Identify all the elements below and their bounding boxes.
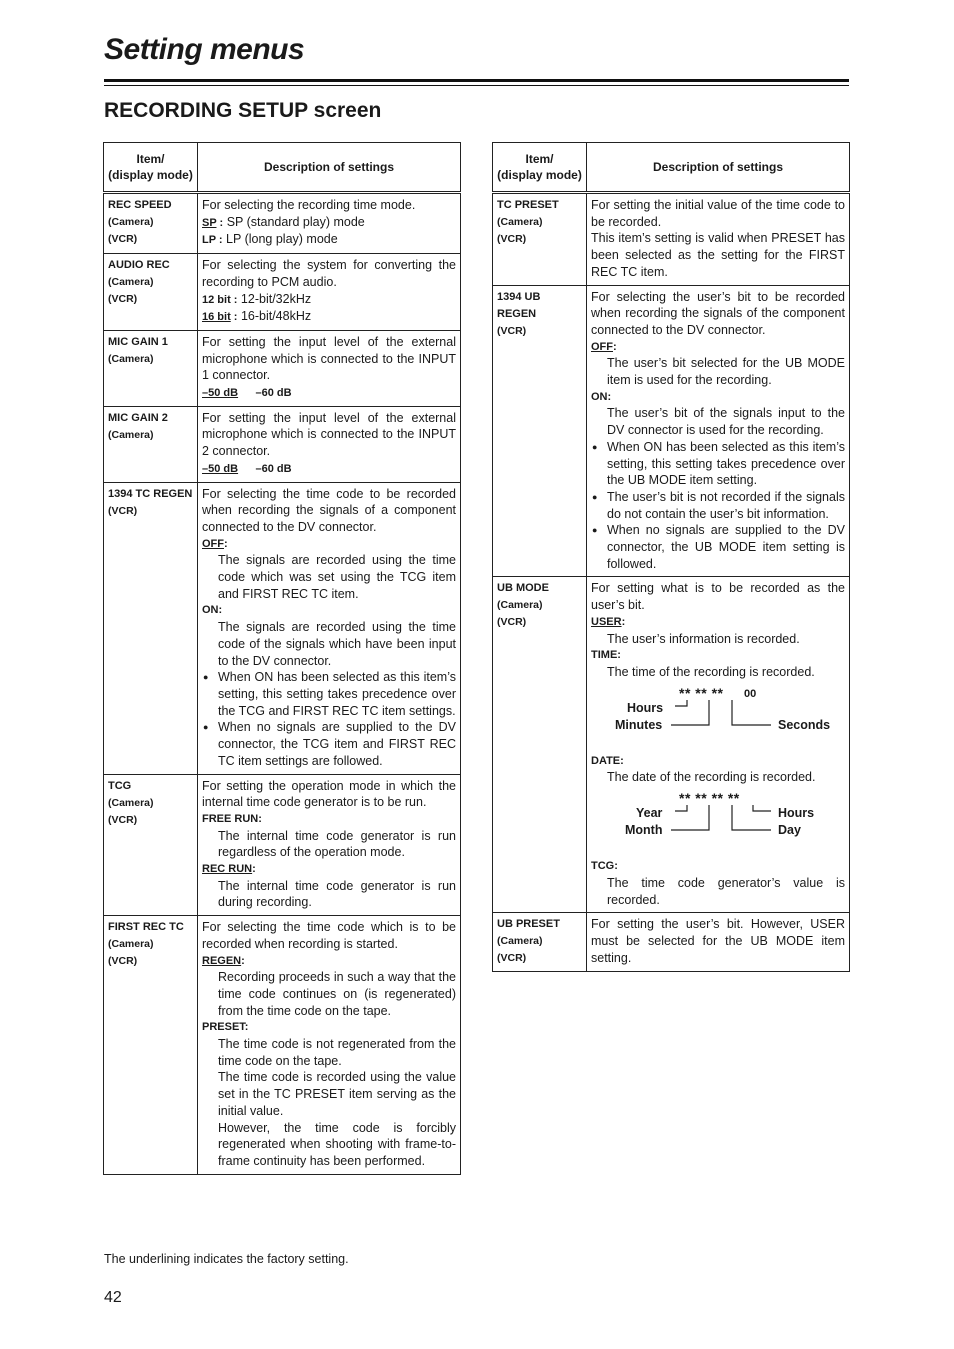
description-cell: For setting the initial value of the time code to be recorded. This item’s setting is valid when PRESET has been selected as the setting for the FIRST REC TC item. [587, 193, 850, 286]
option-default: USER [591, 615, 622, 628]
footnote: The underlining indicates the factory setting. [104, 1252, 349, 1266]
label-seconds: Seconds [778, 717, 831, 732]
item-cell [493, 913, 587, 972]
display-mode: (VCR) [497, 233, 527, 245]
label-hours: Hours [627, 700, 664, 715]
table-row-first-rec-tc [104, 916, 461, 1175]
table-header-row [104, 143, 461, 193]
option-default: –50 dB [202, 462, 239, 475]
label-minutes: Minutes [615, 717, 663, 732]
label-date-hours: Hours [778, 806, 815, 821]
time-format-diagram [591, 685, 845, 751]
display-mode: (Camera) [108, 352, 154, 365]
option: LP : [202, 234, 223, 247]
display-mode: (Camera) [497, 599, 543, 612]
item-cell [104, 916, 198, 1175]
display-mode: (Camera) [108, 276, 154, 289]
label-day: Day [778, 823, 801, 838]
settings-table-left [103, 142, 461, 1175]
item-cell [104, 254, 198, 331]
item-name: REC SPEED [108, 199, 172, 211]
display-mode: (VCR) [497, 616, 527, 629]
header-item: Item/ (display mode) [493, 143, 587, 193]
header-item: Item/ (display mode) [104, 143, 198, 193]
item-name: AUDIO REC [108, 259, 170, 272]
item-name: UB MODE [497, 582, 549, 595]
bullet-note: ● When no signals are supplied to the DV connector, the TCG item and FIRST REC TC item settings are followed. [202, 719, 456, 769]
table-row-tc-preset [493, 193, 850, 286]
table-row-1394-tc-regen [104, 482, 461, 774]
table-header-row [493, 143, 850, 193]
item-name: 1394 UB REGEN [497, 290, 541, 320]
description-cell: For selecting the time code which is to be recorded when recording is started. REGEN: Recording proceeds in such a way that the time code continues on (is regenerated) from the time code on the tape. PRESET: The time code is not regenerated from the time code on the tape. The time code is recorded using the value set in the TC PRESET item serving as the initial value. However, the time code is forcibly regenerated when shooting with frame-to-frame continuity has been performed. [198, 916, 461, 1175]
item-name: MIC GAIN 1 [108, 335, 168, 348]
description-cell: For setting the input level of the external microphone which is connected to the INPUT 1 connector. –50 dB –60 dB [198, 330, 461, 406]
bullet-note: ● When ON has been selected as this item’s setting, this setting takes precedence over the UB MODE item setting. [591, 439, 845, 489]
description-cell: For setting the user’s bit. However, USER must be selected for the UB MODE item setting. [587, 913, 850, 972]
display-mode: (Camera) [108, 938, 154, 951]
table-row-mic-gain-2 [104, 406, 461, 482]
display-mode: (Camera) [108, 428, 154, 441]
display-mode: (VCR) [108, 504, 138, 517]
description-cell: For setting what is to be recorded as the user’s bit. USER: The user’s information is recorded. TIME: The time of the recording is recorded. ** ** ** 00 Hours Minutes Seconds DATE: The date of the recording is recorded. ** ** ** ** Year Month Hours Day TCG: The time code generator’s value is recorded. [587, 577, 850, 913]
item-name: TCG [108, 779, 132, 792]
table-row-rec-speed [104, 193, 461, 254]
option-default: REC RUN [202, 863, 253, 876]
display-mode: (VCR) [108, 955, 138, 968]
page-number: 42 [104, 1289, 122, 1306]
table-row-audio-rec [104, 254, 461, 331]
display-mode: (Camera) [108, 216, 154, 228]
option-default: OFF [202, 537, 224, 550]
display-mode: (Camera) [497, 935, 543, 948]
table-row-tcg [104, 774, 461, 916]
option-default: –50 dB [202, 387, 239, 400]
item-cell [493, 577, 587, 913]
title-rule-thick [104, 79, 849, 82]
item-cell [104, 330, 198, 406]
item-name: MIC GAIN 2 [108, 411, 168, 424]
date-digits: ** ** ** ** [679, 790, 740, 807]
label-month: Month [625, 823, 663, 838]
item-name: FIRST REC TC [108, 921, 184, 934]
bullet-note: ● The user’s bit is not recorded if the signals do not contain the user’s bit information. [591, 489, 845, 522]
bullet-note: ● When no signals are supplied to the DV connector, the UB MODE item setting is followed. [591, 522, 845, 572]
display-mode: (VCR) [497, 324, 527, 337]
description-cell: For setting the input level of the external microphone which is connected to the INPUT 2 connector. –50 dB –60 dB [198, 406, 461, 482]
display-mode: (VCR) [108, 293, 138, 306]
table-row-mic-gain-1 [104, 330, 461, 406]
option-default: REGEN [202, 954, 242, 967]
item-cell [104, 193, 198, 254]
title-rule-thin [104, 85, 849, 86]
connector-lines [591, 790, 846, 856]
time-digits: ** ** ** [679, 684, 724, 701]
item-cell [493, 285, 587, 577]
item-cell [104, 406, 198, 482]
connector-lines [591, 685, 846, 751]
section-title: RECORDING SETUP screen [104, 99, 382, 122]
description-cell: For selecting the recording time mode. SP : SP (standard play) mode LP : LP (long play) mode [198, 193, 461, 254]
header-description: Description of settings [198, 143, 461, 193]
time-suffix: 00 [744, 687, 757, 700]
bullet-note: ● When ON has been selected as this item’s setting, this setting takes precedence over the TCG and FIRST REC TC item settings. [202, 669, 456, 719]
item-name: TC PRESET [497, 199, 559, 211]
display-mode: (VCR) [108, 233, 138, 245]
item-name: UB PRESET [497, 918, 560, 931]
description-cell: For selecting the time code to be recorded when recording the signals of a component connected to the DV connector. OFF: The signals are recorded using the time code which was set using the TCG item and FIRST REC TC item. ON: The signals are recorded using the time code of the signals which have been input to the DV connector. ● When ON has been selected as this item’s setting, this setting takes precedence over the TCG and FIRST REC TC item settings. ● When no signals are supplied to the DV connector, the TCG item and FIRST REC TC item settings are followed. [198, 482, 461, 774]
item-cell [104, 482, 198, 774]
header-description: Description of settings [587, 143, 850, 193]
option-default: 16 bit [202, 311, 231, 324]
page-title: Setting menus [104, 33, 305, 66]
table-row-ub-mode [493, 577, 850, 913]
display-mode: (VCR) [497, 952, 527, 965]
option-default: SP [202, 216, 217, 229]
label-year: Year [636, 806, 663, 821]
settings-table-right [492, 142, 850, 972]
item-cell [104, 774, 198, 916]
item-name: 1394 TC REGEN [108, 487, 193, 500]
description-cell: For setting the operation mode in which the internal time code generator is to be run. FREE RUN: The internal time code generator is run regardless of the operation mode. REC RUN: The internal time code generator is run during recording. [198, 774, 461, 916]
option-default: OFF [591, 340, 613, 353]
display-mode: (VCR) [108, 813, 138, 826]
date-format-diagram [591, 790, 845, 856]
description-cell: For selecting the system for converting the recording to PCM audio. 12 bit : 12-bit/32kHz 16 bit : 16-bit/48kHz [198, 254, 461, 331]
table-row-1394-ub-regen [493, 285, 850, 577]
display-mode: (Camera) [108, 796, 154, 809]
description-cell: For selecting the user’s bit to be recorded when recording the signals of the component connected to the DV connector. OFF: The user’s bit selected for the UB MODE item is used for the recording. ON: The user’s bit of the signals input to the DV connector is used for the recording. ● When ON has been selected as this item’s setting, this setting takes precedence over the UB MODE item setting. ● The user’s bit is not recorded if the signals do not contain the user’s bit information. ● When no signals are supplied to the DV connector, the UB MODE item setting is followed. [587, 285, 850, 577]
item-cell [493, 193, 587, 286]
table-row-ub-preset [493, 913, 850, 972]
display-mode: (Camera) [497, 216, 543, 228]
